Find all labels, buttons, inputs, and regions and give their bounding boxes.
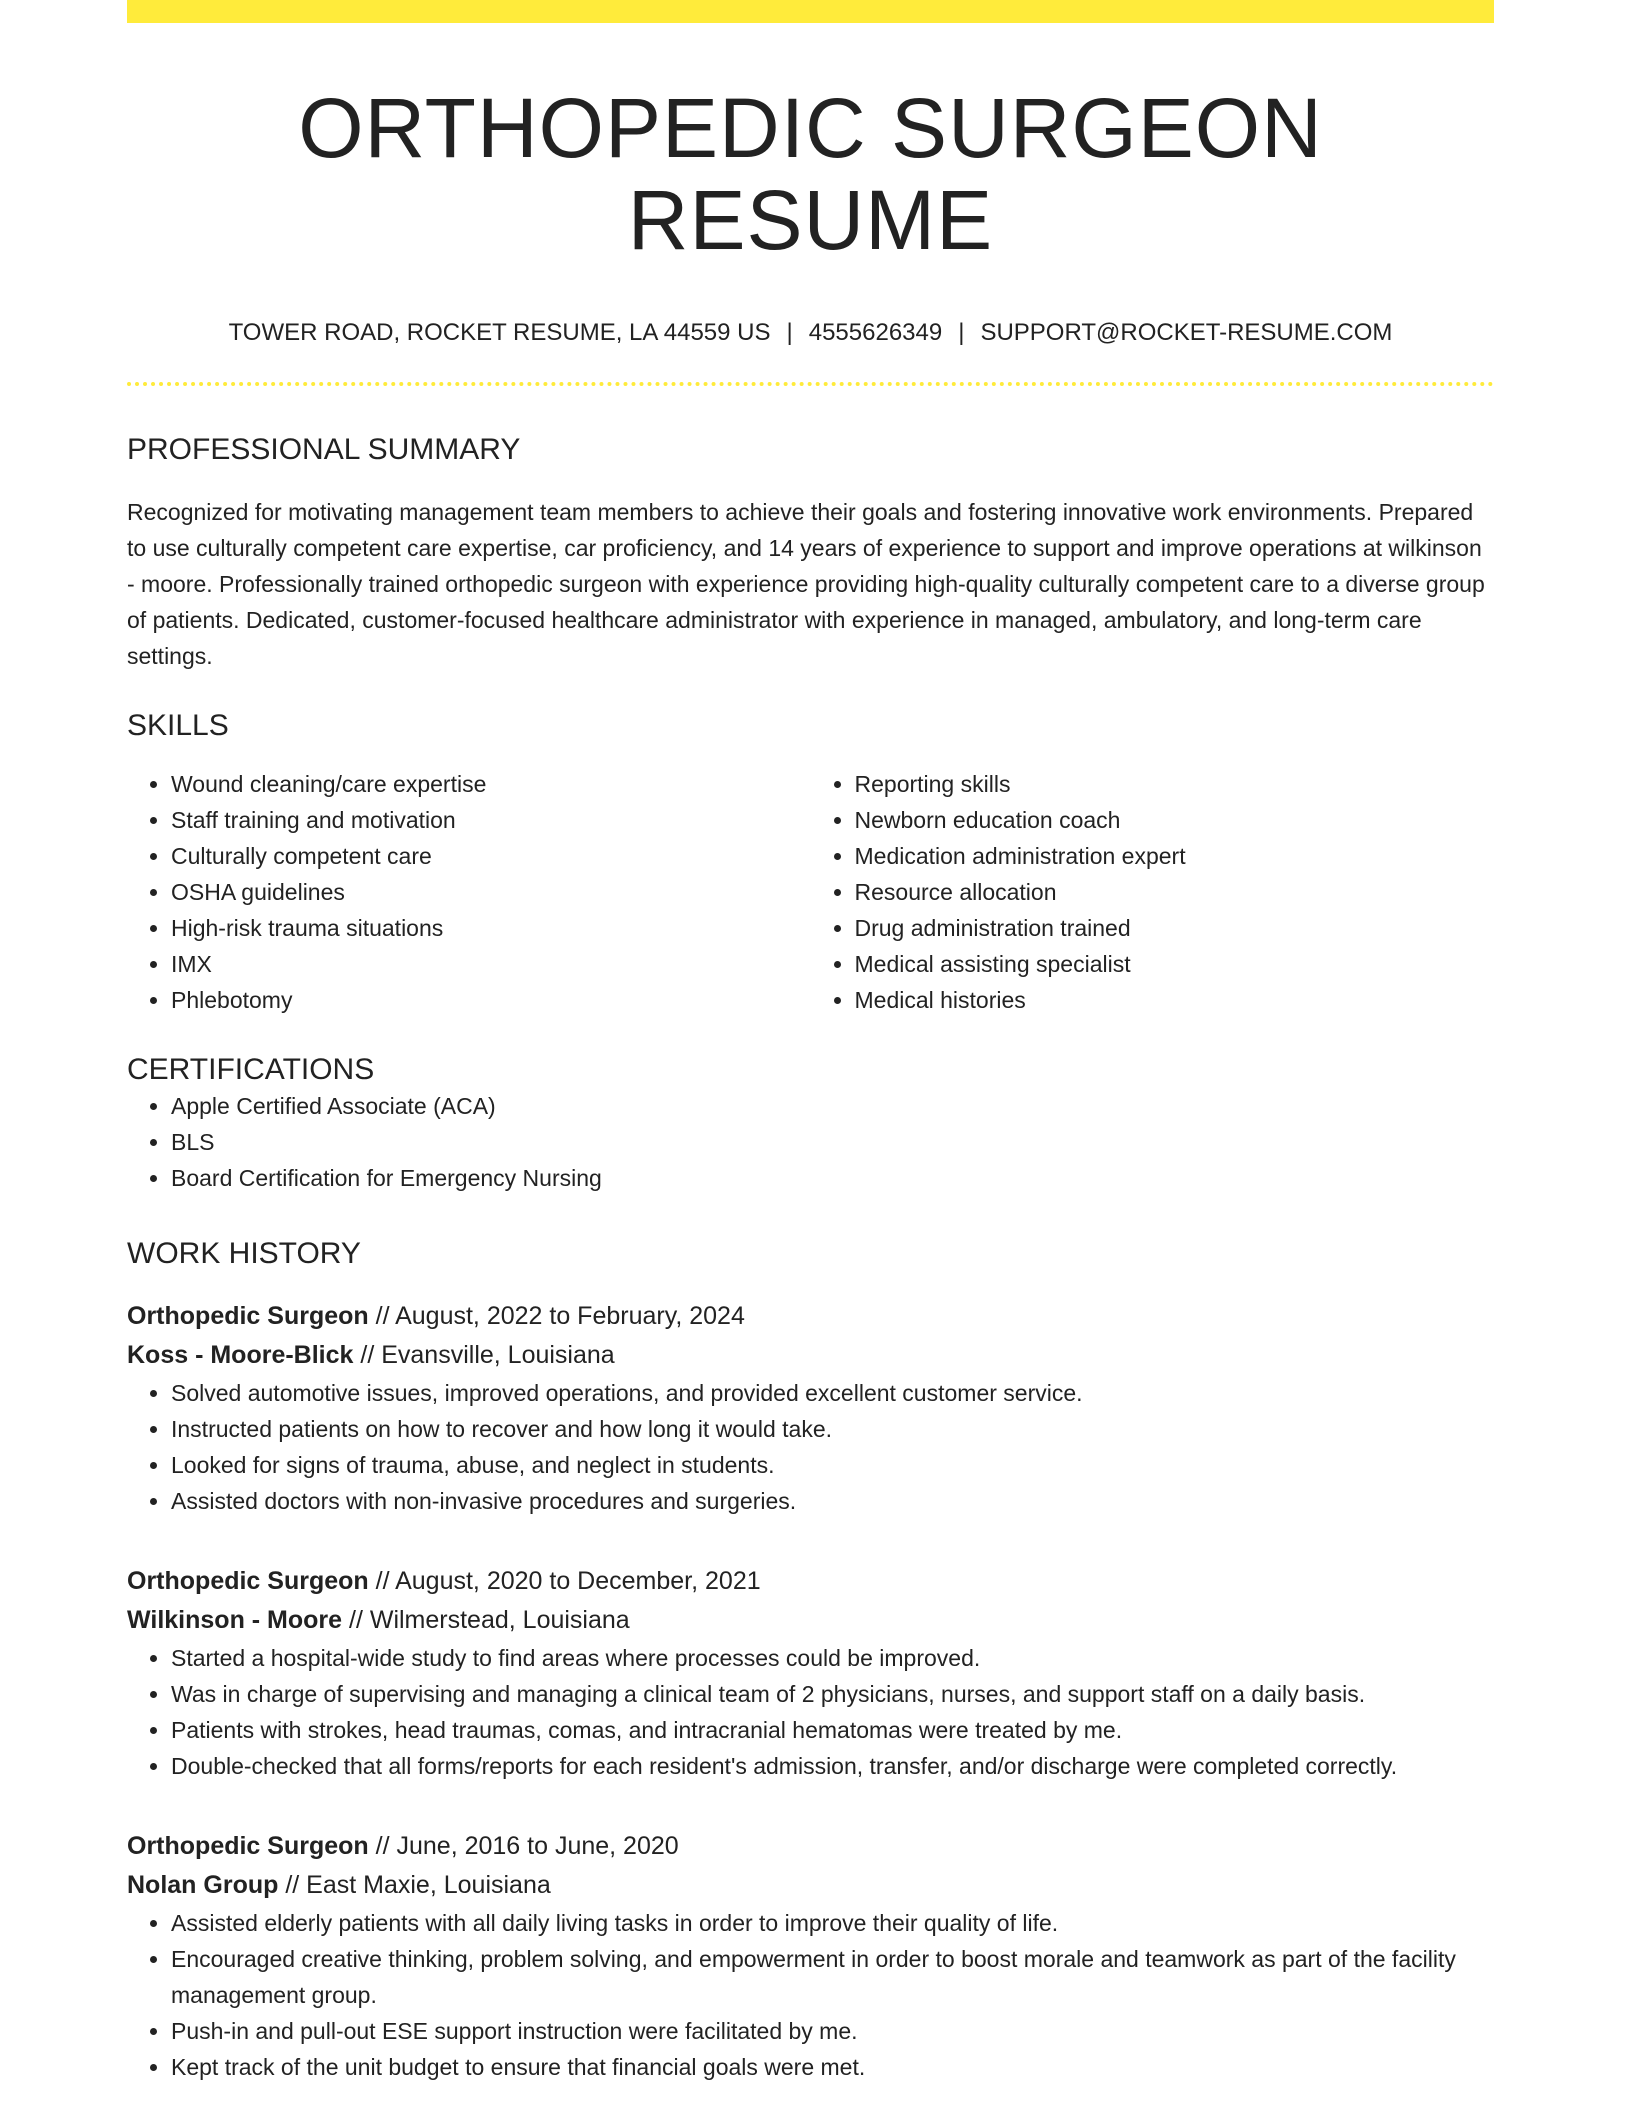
- job-bullet: • Encouraged creative thinking, problem solving, and empowerment in order to boost morale and teamwork as part of the facility management group.: [171, 1941, 1494, 2013]
- job-company-line: [127, 1336, 1494, 1375]
- resume-title: ORTHOPEDIC SURGEON RESUME: [298, 81, 1323, 268]
- job-bullet: • Push-in and pull-out ESE support instruction were facilitated by me.: [171, 2013, 1494, 2049]
- skill-item: • Staff training and motivation: [171, 802, 811, 838]
- job-bullet-list: [127, 1640, 1494, 1784]
- job-bullet-list: [127, 1375, 1494, 1519]
- job-bullet: • Assisted elderly patients with all daily living tasks in order to improve their quality of life.: [171, 1905, 1494, 1941]
- job-role-line: [127, 1562, 1494, 1601]
- resume-page: [127, 0, 1494, 2085]
- skill-item: • Phlebotomy: [171, 982, 811, 1018]
- skills-left-list: [127, 766, 811, 1018]
- job-dates: // June, 2016 to June, 2020: [375, 1832, 679, 1861]
- contact-phone: 4555626349: [808, 318, 943, 346]
- job-bullet: • Assisted doctors with non-invasive procedures and surgeries.: [171, 1483, 1494, 1519]
- skill-item: • OSHA guidelines: [171, 874, 811, 910]
- skill-item: • Newborn education coach: [855, 802, 1495, 838]
- skill-item: • IMX: [171, 946, 811, 982]
- job-role: Orthopedic Surgeon: [127, 1832, 369, 1861]
- job-dates: // August, 2022 to February, 2024: [375, 1302, 745, 1331]
- job-role: Orthopedic Surgeon: [127, 1567, 369, 1596]
- certifications-heading: CERTIFICATIONS: [127, 1053, 375, 1087]
- job-role-line: [127, 1297, 1494, 1336]
- skills-right-list: [811, 766, 1495, 1018]
- job-company: Koss - Moore-Blick: [127, 1341, 354, 1370]
- accent-top-bar: [127, 0, 1494, 23]
- skill-item: • Medical histories: [855, 982, 1495, 1018]
- job-bullet: • Looked for signs of trauma, abuse, and neglect in students.: [171, 1447, 1494, 1483]
- contact-email: SUPPORT@ROCKET-RESUME.COM: [980, 318, 1393, 346]
- summary-text: Recognized for motivating management team members to achieve their goals and fostering innovative work environments. Prepared to use culturally competent care expertise, car proficiency, and 14 years of experience to support and improve operations at wilkinson - moore. Professionally trained orthopedic surgeon with experience providing high-quality culturally competent care to a diverse group of patients. Dedicated, customer-focused healthcare administrator with experience in managed, ambulatory, and long-term care settings.: [127, 499, 1485, 670]
- certification-item: • Apple Certified Associate (ACA): [171, 1088, 1494, 1124]
- skill-item: • High-risk trauma situations: [171, 910, 811, 946]
- job-bullet-list: [127, 1905, 1494, 2085]
- job-role-line: [127, 1827, 1494, 1866]
- job-bullet: • Was in charge of supervising and managing a clinical team of 2 physicians, nurses, and support staff on a daily basis.: [171, 1676, 1494, 1712]
- job-bullet: • Patients with strokes, head traumas, comas, and intracranial hematomas were treated by me.: [171, 1712, 1494, 1748]
- skill-item: • Reporting skills: [855, 766, 1495, 802]
- job-location: // East Maxie, Louisiana: [285, 1871, 551, 1900]
- job-bullet: • Started a hospital-wide study to find areas where processes could be improved.: [171, 1640, 1494, 1676]
- skills-columns: [127, 766, 1494, 1018]
- job-company: Wilkinson - Moore: [127, 1606, 343, 1635]
- job-company: Nolan Group: [127, 1871, 279, 1900]
- certification-item: • Board Certification for Emergency Nursing: [171, 1160, 1494, 1196]
- skill-item: • Medical assisting specialist: [855, 946, 1495, 982]
- contact-address: TOWER ROAD, ROCKET RESUME, LA 44559 US: [228, 318, 771, 346]
- job-bullet: • Solved automotive issues, improved operations, and provided excellent customer service.: [171, 1375, 1494, 1411]
- skill-item: • Drug administration trained: [855, 910, 1495, 946]
- dotted-divider: [127, 382, 1494, 386]
- skill-item: • Culturally competent care: [171, 838, 811, 874]
- certifications-list: [127, 1088, 1494, 1196]
- contact-separator: |: [786, 318, 793, 346]
- job-dates: // August, 2020 to December, 2021: [375, 1567, 761, 1596]
- job-entry: [127, 1562, 1494, 1784]
- job-location: // Wilmerstead, Louisiana: [349, 1606, 630, 1635]
- job-entry: [127, 1297, 1494, 1519]
- job-company-line: [127, 1601, 1494, 1640]
- summary-heading: PROFESSIONAL SUMMARY: [127, 433, 521, 467]
- job-bullet: • Kept track of the unit budget to ensure that financial goals were met.: [171, 2049, 1494, 2085]
- job-bullet: • Instructed patients on how to recover and how long it would take.: [171, 1411, 1494, 1447]
- contact-separator: |: [958, 318, 965, 346]
- job-role: Orthopedic Surgeon: [127, 1302, 369, 1331]
- certification-item: • BLS: [171, 1124, 1494, 1160]
- skill-item: • Wound cleaning/care expertise: [171, 766, 811, 802]
- job-entry: [127, 1827, 1494, 2085]
- skill-item: • Resource allocation: [855, 874, 1495, 910]
- job-location: // Evansville, Louisiana: [360, 1341, 615, 1370]
- contact-line: [127, 316, 1494, 350]
- job-company-line: [127, 1866, 1494, 1905]
- work-history-heading: WORK HISTORY: [127, 1237, 361, 1271]
- job-bullet: • Double-checked that all forms/reports for each resident's admission, transfer, and/or discharge were completed correctly.: [171, 1748, 1494, 1784]
- skills-heading: SKILLS: [127, 709, 229, 743]
- skill-item: • Medication administration expert: [855, 838, 1495, 874]
